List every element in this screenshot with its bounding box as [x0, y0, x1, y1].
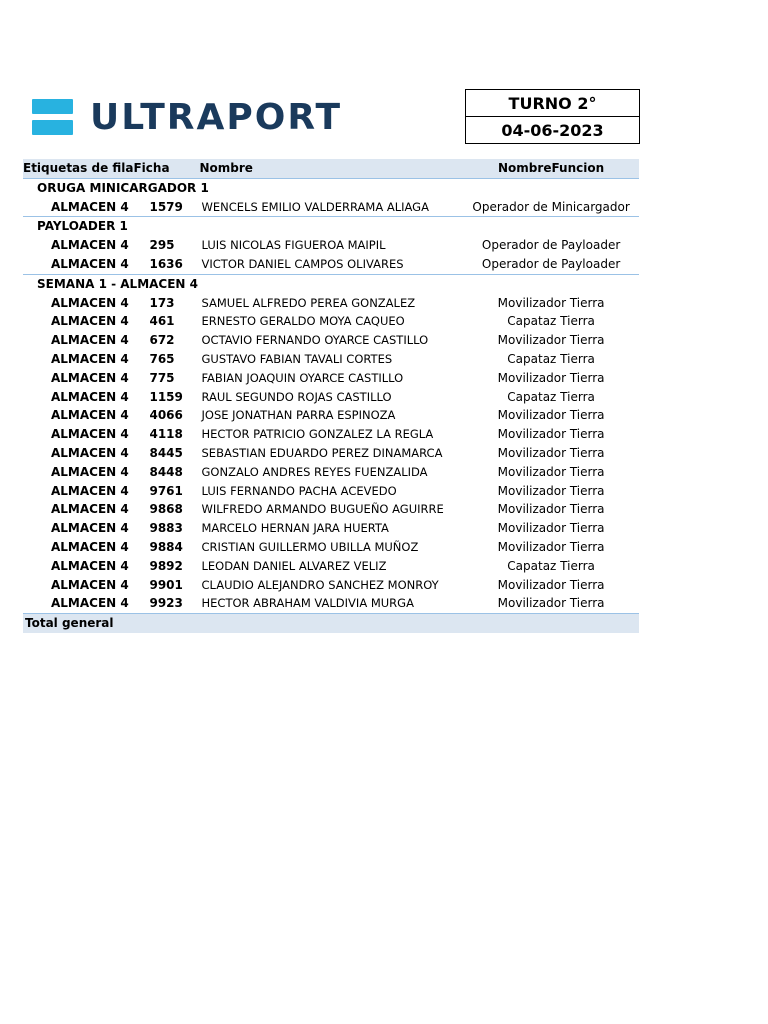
- table-row: [23, 255, 639, 274]
- row-ficha: 1159: [149, 389, 183, 404]
- total-row: [23, 614, 639, 633]
- shift-label: TURNO 2°: [508, 93, 597, 113]
- total-funcion: [463, 614, 639, 633]
- row-funcion: Movilizador Tierra: [497, 333, 605, 348]
- row-funcion: Operador de Minicargador: [472, 199, 630, 214]
- row-ficha: 461: [149, 314, 175, 329]
- row-ficha: 9892: [149, 558, 183, 573]
- row-label: ALMACEN 4: [51, 295, 129, 310]
- pivot-table: [23, 159, 639, 633]
- row-nombre: HECTOR ABRAHAM VALDIVIA MURGA: [201, 596, 414, 611]
- row-nombre: WENCELS EMILIO VALDERRAMA ALIAGA: [201, 199, 429, 214]
- table-row: [23, 294, 639, 313]
- row-nombre: LUIS FERNANDO PACHA ACEVEDO: [201, 483, 397, 498]
- row-funcion: Capataz Tierra: [507, 558, 595, 573]
- row-ficha: 4066: [149, 408, 183, 423]
- row-ficha: 173: [149, 295, 175, 310]
- row-nombre: CLAUDIO ALEJANDRO SANCHEZ MONROY: [201, 577, 439, 592]
- row-label: ALMACEN 4: [51, 256, 129, 271]
- table-row: [23, 312, 639, 331]
- table-row: [23, 594, 639, 613]
- row-nombre: SEBASTIAN EDUARDO PEREZ DINAMARCA: [201, 445, 443, 460]
- row-label: ALMACEN 4: [51, 539, 129, 554]
- ultraport-wave-icon: [32, 99, 73, 137]
- row-ficha: 8448: [149, 464, 183, 479]
- shift-box: [465, 89, 640, 144]
- row-ficha: 4118: [149, 427, 183, 442]
- row-label: ALMACEN 4: [51, 445, 129, 460]
- row-funcion: Movilizador Tierra: [497, 502, 605, 517]
- row-funcion: Movilizador Tierra: [497, 445, 605, 460]
- row-funcion: Capataz Tierra: [507, 389, 595, 404]
- row-ficha: 9883: [149, 521, 183, 536]
- row-ficha: 1636: [149, 256, 183, 271]
- row-nombre: VICTOR DANIEL CAMPOS OLIVARES: [201, 256, 404, 271]
- table-row: [23, 388, 639, 407]
- table-row: [23, 482, 639, 501]
- header-ficha: Ficha: [133, 159, 199, 178]
- row-ficha: 295: [149, 238, 175, 253]
- row-funcion: Operador de Payloader: [481, 238, 621, 253]
- row-nombre: CRISTIAN GUILLERMO UBILLA MUÑOZ: [201, 539, 419, 554]
- row-funcion: Capataz Tierra: [507, 351, 595, 366]
- table-row: [23, 463, 639, 482]
- group-row: [23, 217, 639, 236]
- row-label: ALMACEN 4: [51, 370, 129, 385]
- table-row: [23, 538, 639, 557]
- row-nombre: ERNESTO GERALDO MOYA CAQUEO: [201, 314, 405, 329]
- row-nombre: FABIAN JOAQUIN OYARCE CASTILLO: [201, 370, 404, 385]
- group-label: PAYLOADER 1: [23, 217, 639, 236]
- row-ficha: 9901: [149, 577, 183, 592]
- row-ficha: 9868: [149, 502, 183, 517]
- table-body: [23, 178, 639, 613]
- ultraport-logo: [32, 99, 342, 137]
- brand-name: ULTRAPORT: [90, 97, 342, 138]
- row-label: ALMACEN 4: [51, 408, 129, 423]
- row-ficha: 1579: [149, 199, 183, 214]
- row-nombre: HECTOR PATRICIO GONZALEZ LA REGLA: [201, 427, 434, 442]
- row-nombre: GONZALO ANDRES REYES FUENZALIDA: [201, 464, 428, 479]
- row-funcion: Movilizador Tierra: [497, 295, 605, 310]
- table-row: [23, 236, 639, 255]
- group-label: ORUGA MINICARGADOR 1: [23, 178, 639, 197]
- row-nombre: OCTAVIO FERNANDO OYARCE CASTILLO: [201, 333, 429, 348]
- table-header-row: [23, 159, 639, 178]
- shift-date: 04-06-2023: [466, 116, 639, 143]
- row-label: ALMACEN 4: [51, 314, 129, 329]
- row-ficha: 775: [149, 370, 175, 385]
- row-funcion: Movilizador Tierra: [497, 577, 605, 592]
- row-nombre: JOSE JONATHAN PARRA ESPINOZA: [201, 408, 396, 423]
- header-funcion: NombreFuncion: [463, 159, 639, 178]
- table-row: [23, 198, 639, 217]
- row-nombre: GUSTAVO FABIAN TAVALI CORTES: [201, 351, 393, 366]
- row-label: ALMACEN 4: [51, 558, 129, 573]
- group-row: [23, 274, 639, 293]
- row-nombre: RAUL SEGUNDO ROJAS CASTILLO: [201, 389, 392, 404]
- table-row: [23, 369, 639, 388]
- row-ficha: 9884: [149, 539, 183, 554]
- table-row: [23, 576, 639, 595]
- row-funcion: Movilizador Tierra: [497, 464, 605, 479]
- row-ficha: 9761: [149, 483, 183, 498]
- row-label: ALMACEN 4: [51, 427, 129, 442]
- row-label: ALMACEN 4: [51, 238, 129, 253]
- row-funcion: Movilizador Tierra: [497, 483, 605, 498]
- table-row: [23, 444, 639, 463]
- row-label: ALMACEN 4: [51, 502, 129, 517]
- table-row: [23, 500, 639, 519]
- row-label: ALMACEN 4: [51, 464, 129, 479]
- group-label: SEMANA 1 - ALMACEN 4: [23, 274, 639, 293]
- row-funcion: Movilizador Tierra: [497, 427, 605, 442]
- total-label: Total general: [23, 614, 133, 633]
- table-row: [23, 519, 639, 538]
- row-ficha: 765: [149, 351, 175, 366]
- row-funcion: Movilizador Tierra: [497, 370, 605, 385]
- row-nombre: MARCELO HERNAN JARA HUERTA: [201, 521, 389, 536]
- row-ficha: 8445: [149, 445, 183, 460]
- table-row: [23, 406, 639, 425]
- row-ficha: 672: [149, 333, 175, 348]
- group-row: [23, 178, 639, 197]
- row-label: ALMACEN 4: [51, 483, 129, 498]
- row-label: ALMACEN 4: [51, 333, 129, 348]
- row-label: ALMACEN 4: [51, 521, 129, 536]
- row-nombre: SAMUEL ALFREDO PEREA GONZALEZ: [201, 295, 416, 310]
- row-ficha: 9923: [149, 596, 183, 611]
- row-label: ALMACEN 4: [51, 577, 129, 592]
- total-ficha: [133, 614, 199, 633]
- table-row: [23, 350, 639, 369]
- row-funcion: Movilizador Tierra: [497, 596, 605, 611]
- row-nombre: WILFREDO ARMANDO BUGUEÑO AGUIRRE: [201, 502, 444, 517]
- row-label: ALMACEN 4: [51, 596, 129, 611]
- table-row: [23, 425, 639, 444]
- table-row: [23, 557, 639, 576]
- total-nombre: [200, 614, 464, 633]
- row-funcion: Movilizador Tierra: [497, 539, 605, 554]
- row-label: ALMACEN 4: [51, 199, 129, 214]
- row-label: ALMACEN 4: [51, 389, 129, 404]
- row-funcion: Movilizador Tierra: [497, 521, 605, 536]
- table-row: [23, 331, 639, 350]
- header-label: Etiquetas de fila: [23, 159, 133, 178]
- row-funcion: Operador de Payloader: [481, 256, 621, 271]
- row-funcion: Capataz Tierra: [507, 314, 595, 329]
- row-nombre: LUIS NICOLAS FIGUEROA MAIPIL: [201, 238, 386, 253]
- row-nombre: LEODAN DANIEL ALVAREZ VELIZ: [201, 558, 387, 573]
- row-label: ALMACEN 4: [51, 351, 129, 366]
- row-funcion: Movilizador Tierra: [497, 408, 605, 423]
- header-nombre: Nombre: [200, 159, 464, 178]
